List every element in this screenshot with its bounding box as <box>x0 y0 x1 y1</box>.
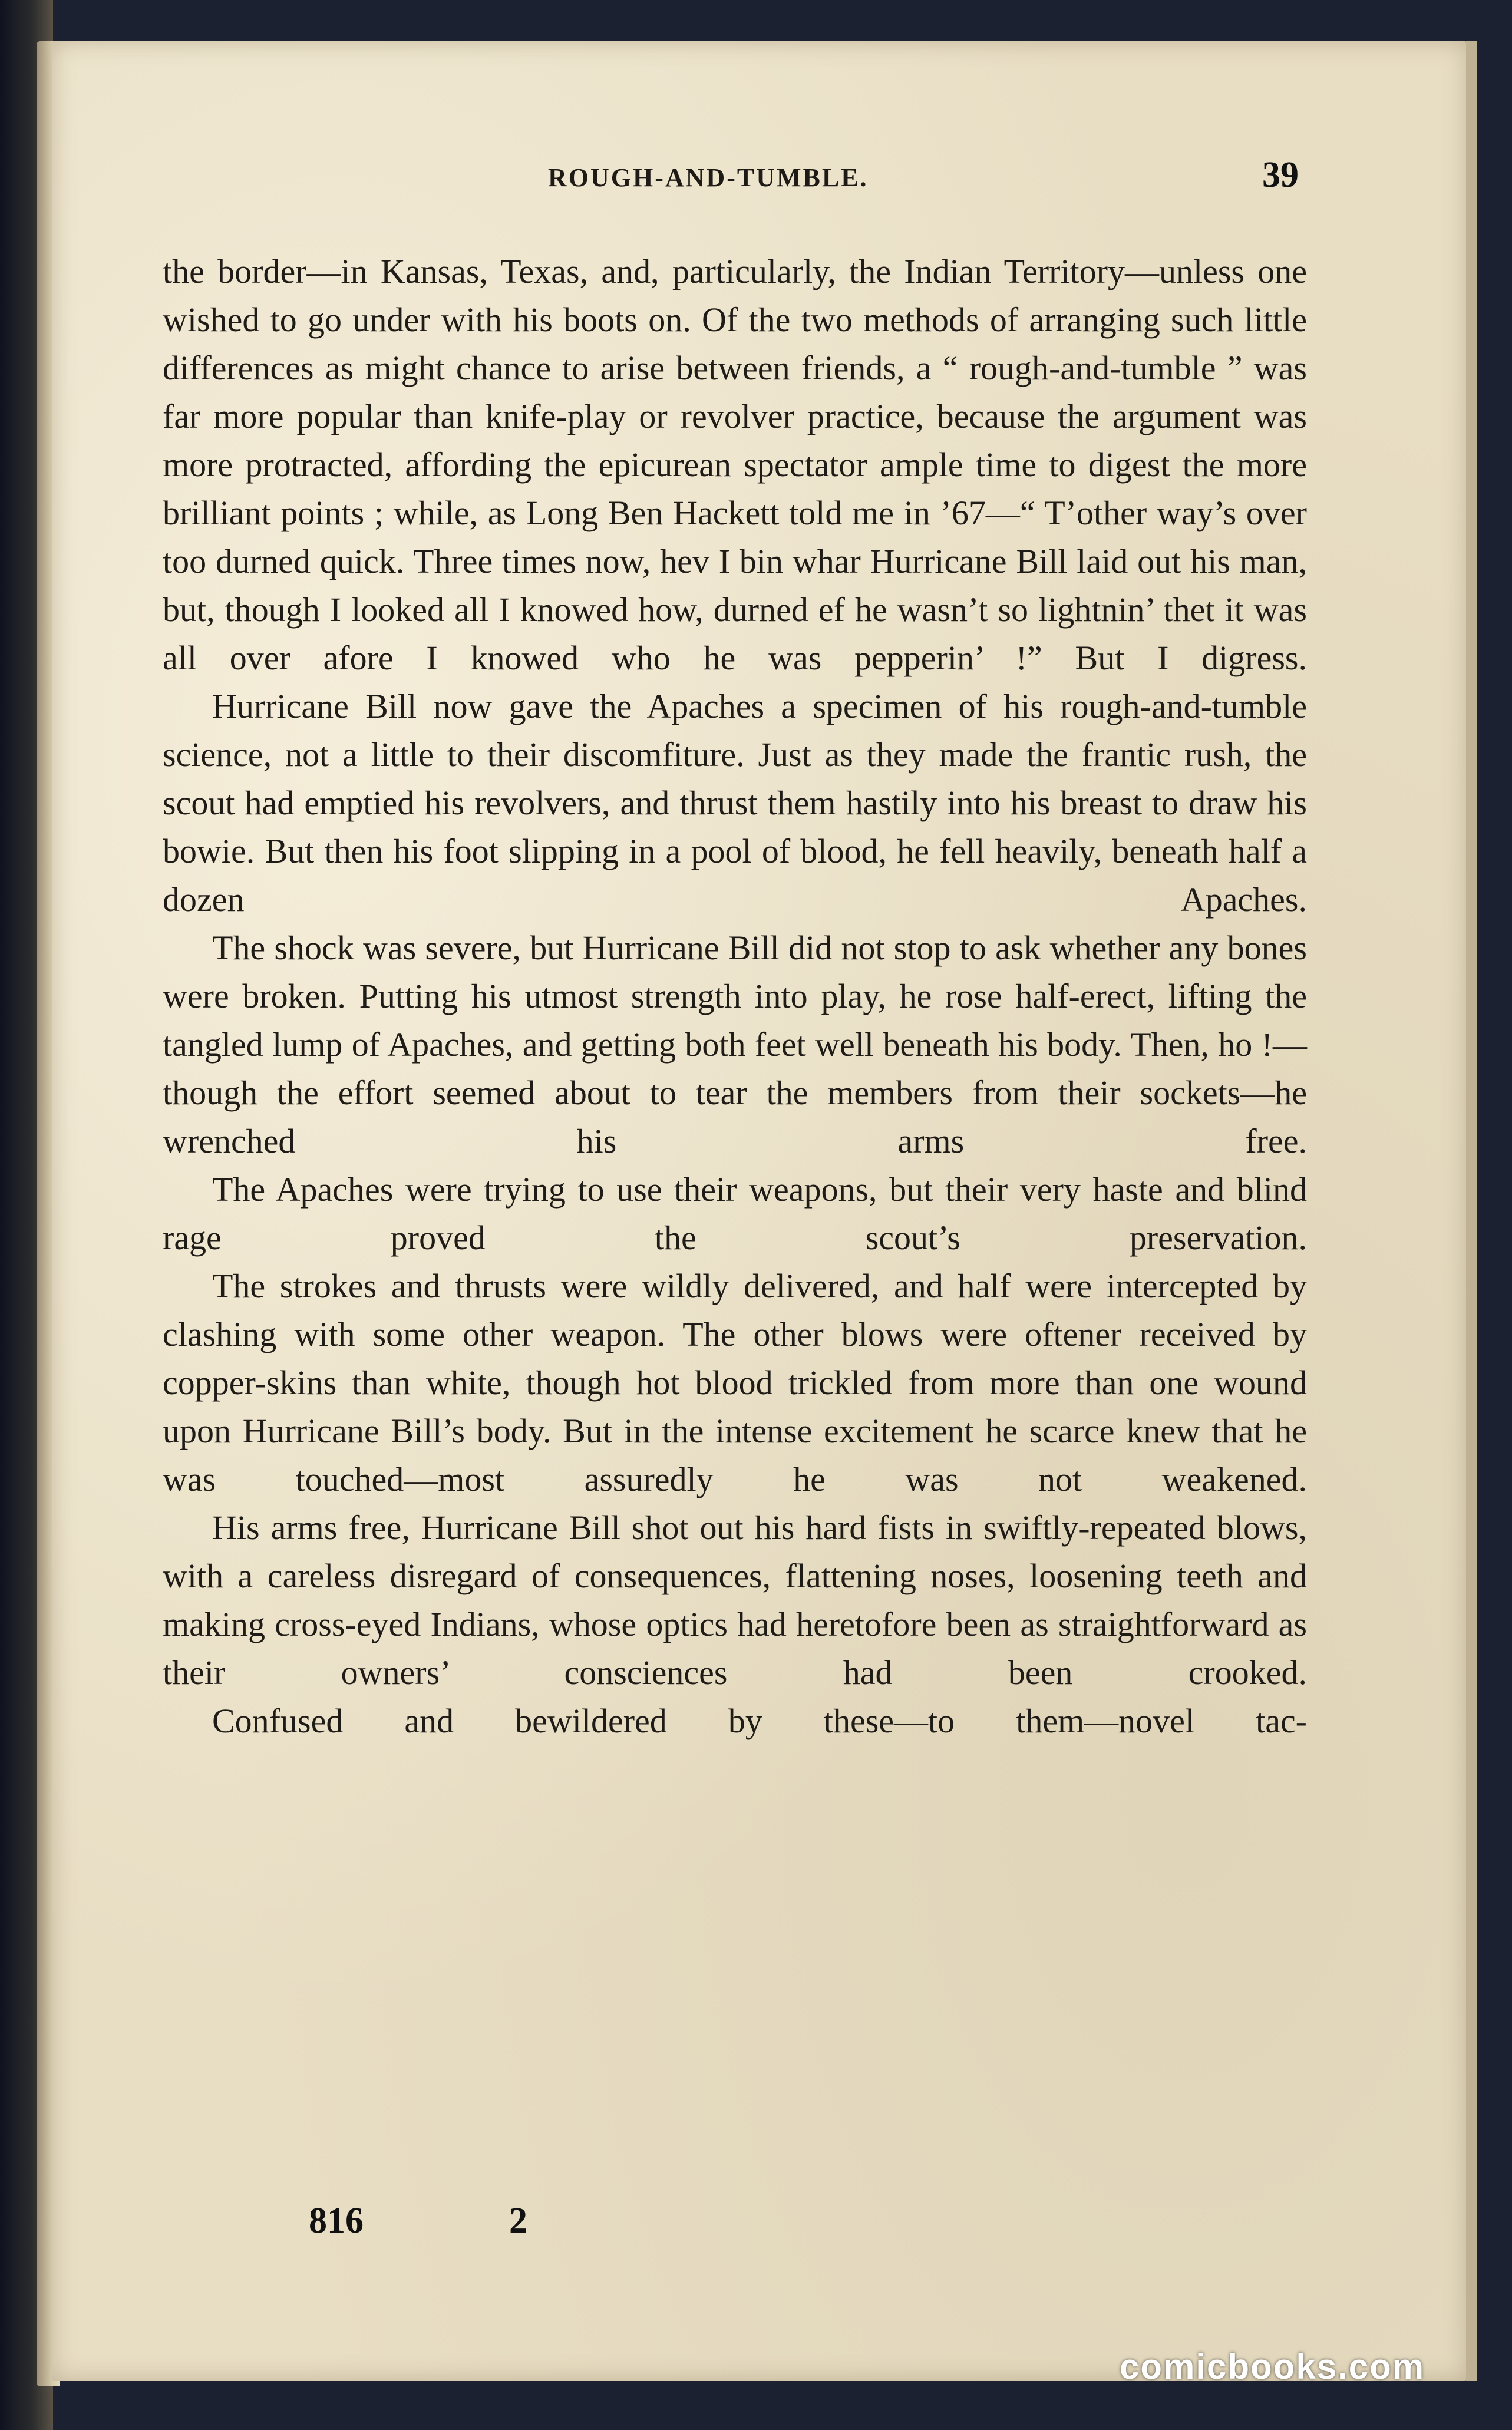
page-number: 39 <box>1262 155 1299 195</box>
paragraph-6: His arms free, Hurricane Bill shot out his hard fists in swiftly-repeated blows, with a careless disregard of consequences, flattening noses, loosening teeth and making cross-eyed Indians, whose optics had heretofore been as straightforward as their owners’ consciences had been crooked. <box>163 1508 1307 1692</box>
paragraph-4: The Apaches were trying to use their weapons, but their very haste and blind rage proved the scout’s preservation. <box>163 1170 1307 1257</box>
paragraph-5: The strokes and thrusts were wildly delivered, and half were intercepted by clashing with some other weapon. The other blows were oftener received by copper-skins than white, though hot blood trickled from more than one wound upon Hurricane Bill’s body. But in the intense excitement he scarce knew that he was touched—most assuredly he was not weakened. <box>163 1267 1307 1498</box>
body-text <box>163 247 1307 1745</box>
paragraph-3: The shock was severe, but Hurricane Bill did not stop to ask whether any bones were broken. Putting his utmost strength into play, he rose half-erect, lifting the tangled lump of Apaches, and getting both feet well beneath his body. Then, ho !—though the effort seemed about to tear the members from their sockets—he wrenched his arms free. <box>163 929 1307 1160</box>
paragraph-2: Hurricane Bill now gave the Apaches a specimen of his rough-and-tumble science, not a little to their discomfiture. Just as they made the frantic rush, the scout had emptied his revolvers, and thrust them hastily into his breast to draw his bowie. But then his foot slipping in a pool of blood, he fell heavily, beneath half a dozen Apaches. <box>163 687 1307 919</box>
page-right-edge <box>1466 41 1477 2381</box>
paragraph-1: the border—in Kansas, Texas, and, particularly, the Indian Territory—unless one wished to go under with his boots on. Of the two methods of arranging such little differences as might chance to arise between friends, a “ rough-and-tumble ” was far more popular than knife-play or revolver practice, because the argument was more protracted, affording the epicurean spectator ample time to digest the more brilliant points ; while, as Long Ben Hackett told me in ’67—“ T’other way’s over too durned quick. Three times now, hev I bin whar Hurricane Bill laid out his man, but, though I looked all I knowed how, durned ef he wasn’t so lightnin’ thet it was all over afore I knowed who he was pepperin’ !” But I digress. <box>163 252 1307 677</box>
signature-number: 816 <box>309 2201 364 2241</box>
signature-mark: 2 <box>509 2201 527 2241</box>
site-watermark: comicbooks.com <box>1120 2347 1425 2386</box>
paragraph-7: Confused and bewildered by these—to them—novel tac- <box>212 1702 1307 1740</box>
running-head-title: ROUGH-AND-TUMBLE. <box>548 163 869 192</box>
